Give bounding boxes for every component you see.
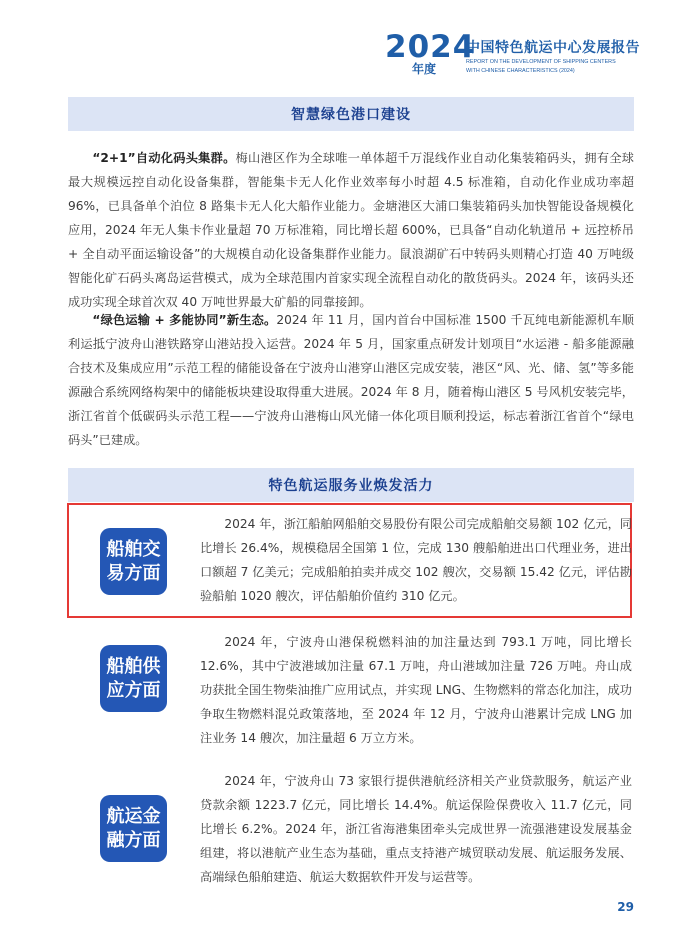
- ship-supply-text: 2024 年，宁波舟山港保税燃料油的加注量达到 793.1 万吨，同比增长 12.6%，其中宁波港域加注量 67.1 万吨，舟山港域加注量 726 万吨。舟山成功获批全国生物柴油推广应用试点，并实现 LNG、生物燃料的常态化加注，成功争取生物燃料混兑政策落地，至 2024 年 12 月，宁波舟山港累计完成 LNG 加注业务 14 艘次，加注量超 6 万立方米。: [200, 635, 632, 745]
- report-year-suffix: 年度: [412, 62, 437, 76]
- section-title: 特色航运服务业焕发活力: [268, 478, 434, 494]
- shipping-finance-text: 2024 年，宁波舟山 73 家银行提供港航经济相关产业贷款服务，航运产业贷款余额 1223.7 亿元，同比增长 14.4%。航运保险保费收入 11.7 亿元，同比增长 6.2%。2024 年，浙江省海港集团牵头完成世界一流强港建设发展基金组建，将以港航产业生态为基础，重点支持港产城贸联动发展、航运服务发展、高端绿色船舶建造、航运大数据软件开发与运营等。: [200, 774, 632, 884]
- report-title-en-line1: REPORT ON THE DEVELOPMENT OF SHIPPING CENTERS: [466, 59, 616, 65]
- paragraph-green-transport: [68, 308, 634, 452]
- paragraph-body: 2024 年 11 月，国内首台中国标准 1500 千瓦纯电新能源机车顺利运抵宁波舟山港铁路穿山港站投入运营。2024 年 5 月，国家重点研发计划项目“水运港 - 船多能源融合技术及集成应用”示范工程的储能设备在宁波舟山港穿山港区完成安装，港区“风、光、储、氢”等多能源融合系统网络构架中的储能板块建设取得重大进展。2024 年 8 月，随着梅山港区 5 号风机安装完毕，浙江省首个低碳码头示范工程——宁波舟山港梅山风光储一体化项目顺利投运，标志着浙江省首个“绿电码头”已建成。: [68, 313, 634, 447]
- report-title-cn: 中国特色航运中心发展报告: [466, 40, 640, 56]
- report-header: [0, 0, 700, 90]
- report-title-en-line2: WITH CHINESE CHARACTERISTICS (2024): [466, 68, 575, 74]
- ship-trading-icon: [100, 528, 167, 595]
- page-number: 29: [617, 900, 634, 914]
- section-heading-smart-green-port: [68, 97, 634, 131]
- icon-label: 船舶交易方面: [106, 538, 161, 584]
- paragraph-lead: “2+1”自动化码头集群。: [92, 151, 236, 165]
- paragraph-automated-terminals: [68, 146, 634, 314]
- shipping-finance-icon: [100, 795, 167, 862]
- report-year: 2024: [385, 29, 476, 65]
- ship-supply-icon: [100, 645, 167, 712]
- icon-label: 船舶供应方面: [106, 655, 161, 701]
- paragraph-body: 梅山港区作为全球唯一单体超千万混线作业自动化集装箱码头，拥有全球最大规模远控自动化设备集群，智能集卡无人化作业效率每小时超 4.5 标准箱，自动化作业成功率超 96%，已具备单个泊位 8 路集卡无人化大船作业能力。金塘港区大浦口集装箱码头加快智能设备规模化应用，2024 年无人集卡作业量超 70 万标准箱，同比增长超 600%，已具备“自动化轨道吊 + 远控桥吊 + 全自动平面运输设备”的大规模自动化设备集群作业能力。鼠浪湖矿石中转码头则精心打造 40 万吨级智能化矿石码头离岛运营模式，成为全球范围内首家实现全流程自动化的散货码头。2024 年，该码头还成功实现全球首次双 40 万吨世界最大矿船的同靠接卸。: [68, 151, 634, 309]
- paragraph-lead: “绿色运输 + 多能协同”新生态。: [92, 313, 277, 327]
- ship-trading-text: 2024 年，浙江船舶网船舶交易股份有限公司完成船舶交易额 102 亿元，同比增长 26.4%，规模稳居全国第 1 位，完成 130 艘船舶进出口代理业务，进出口额超 7 亿美元；完成船舶拍卖并成交 102 艘次，交易额 15.42 亿元，评估勘验船舶 1020 艘次，评估船舶价值约 310 亿元。: [200, 517, 632, 603]
- section-heading-shipping-services: [68, 468, 634, 502]
- section-title: 智慧绿色港口建设: [291, 107, 411, 123]
- icon-label: 航运金融方面: [106, 805, 161, 851]
